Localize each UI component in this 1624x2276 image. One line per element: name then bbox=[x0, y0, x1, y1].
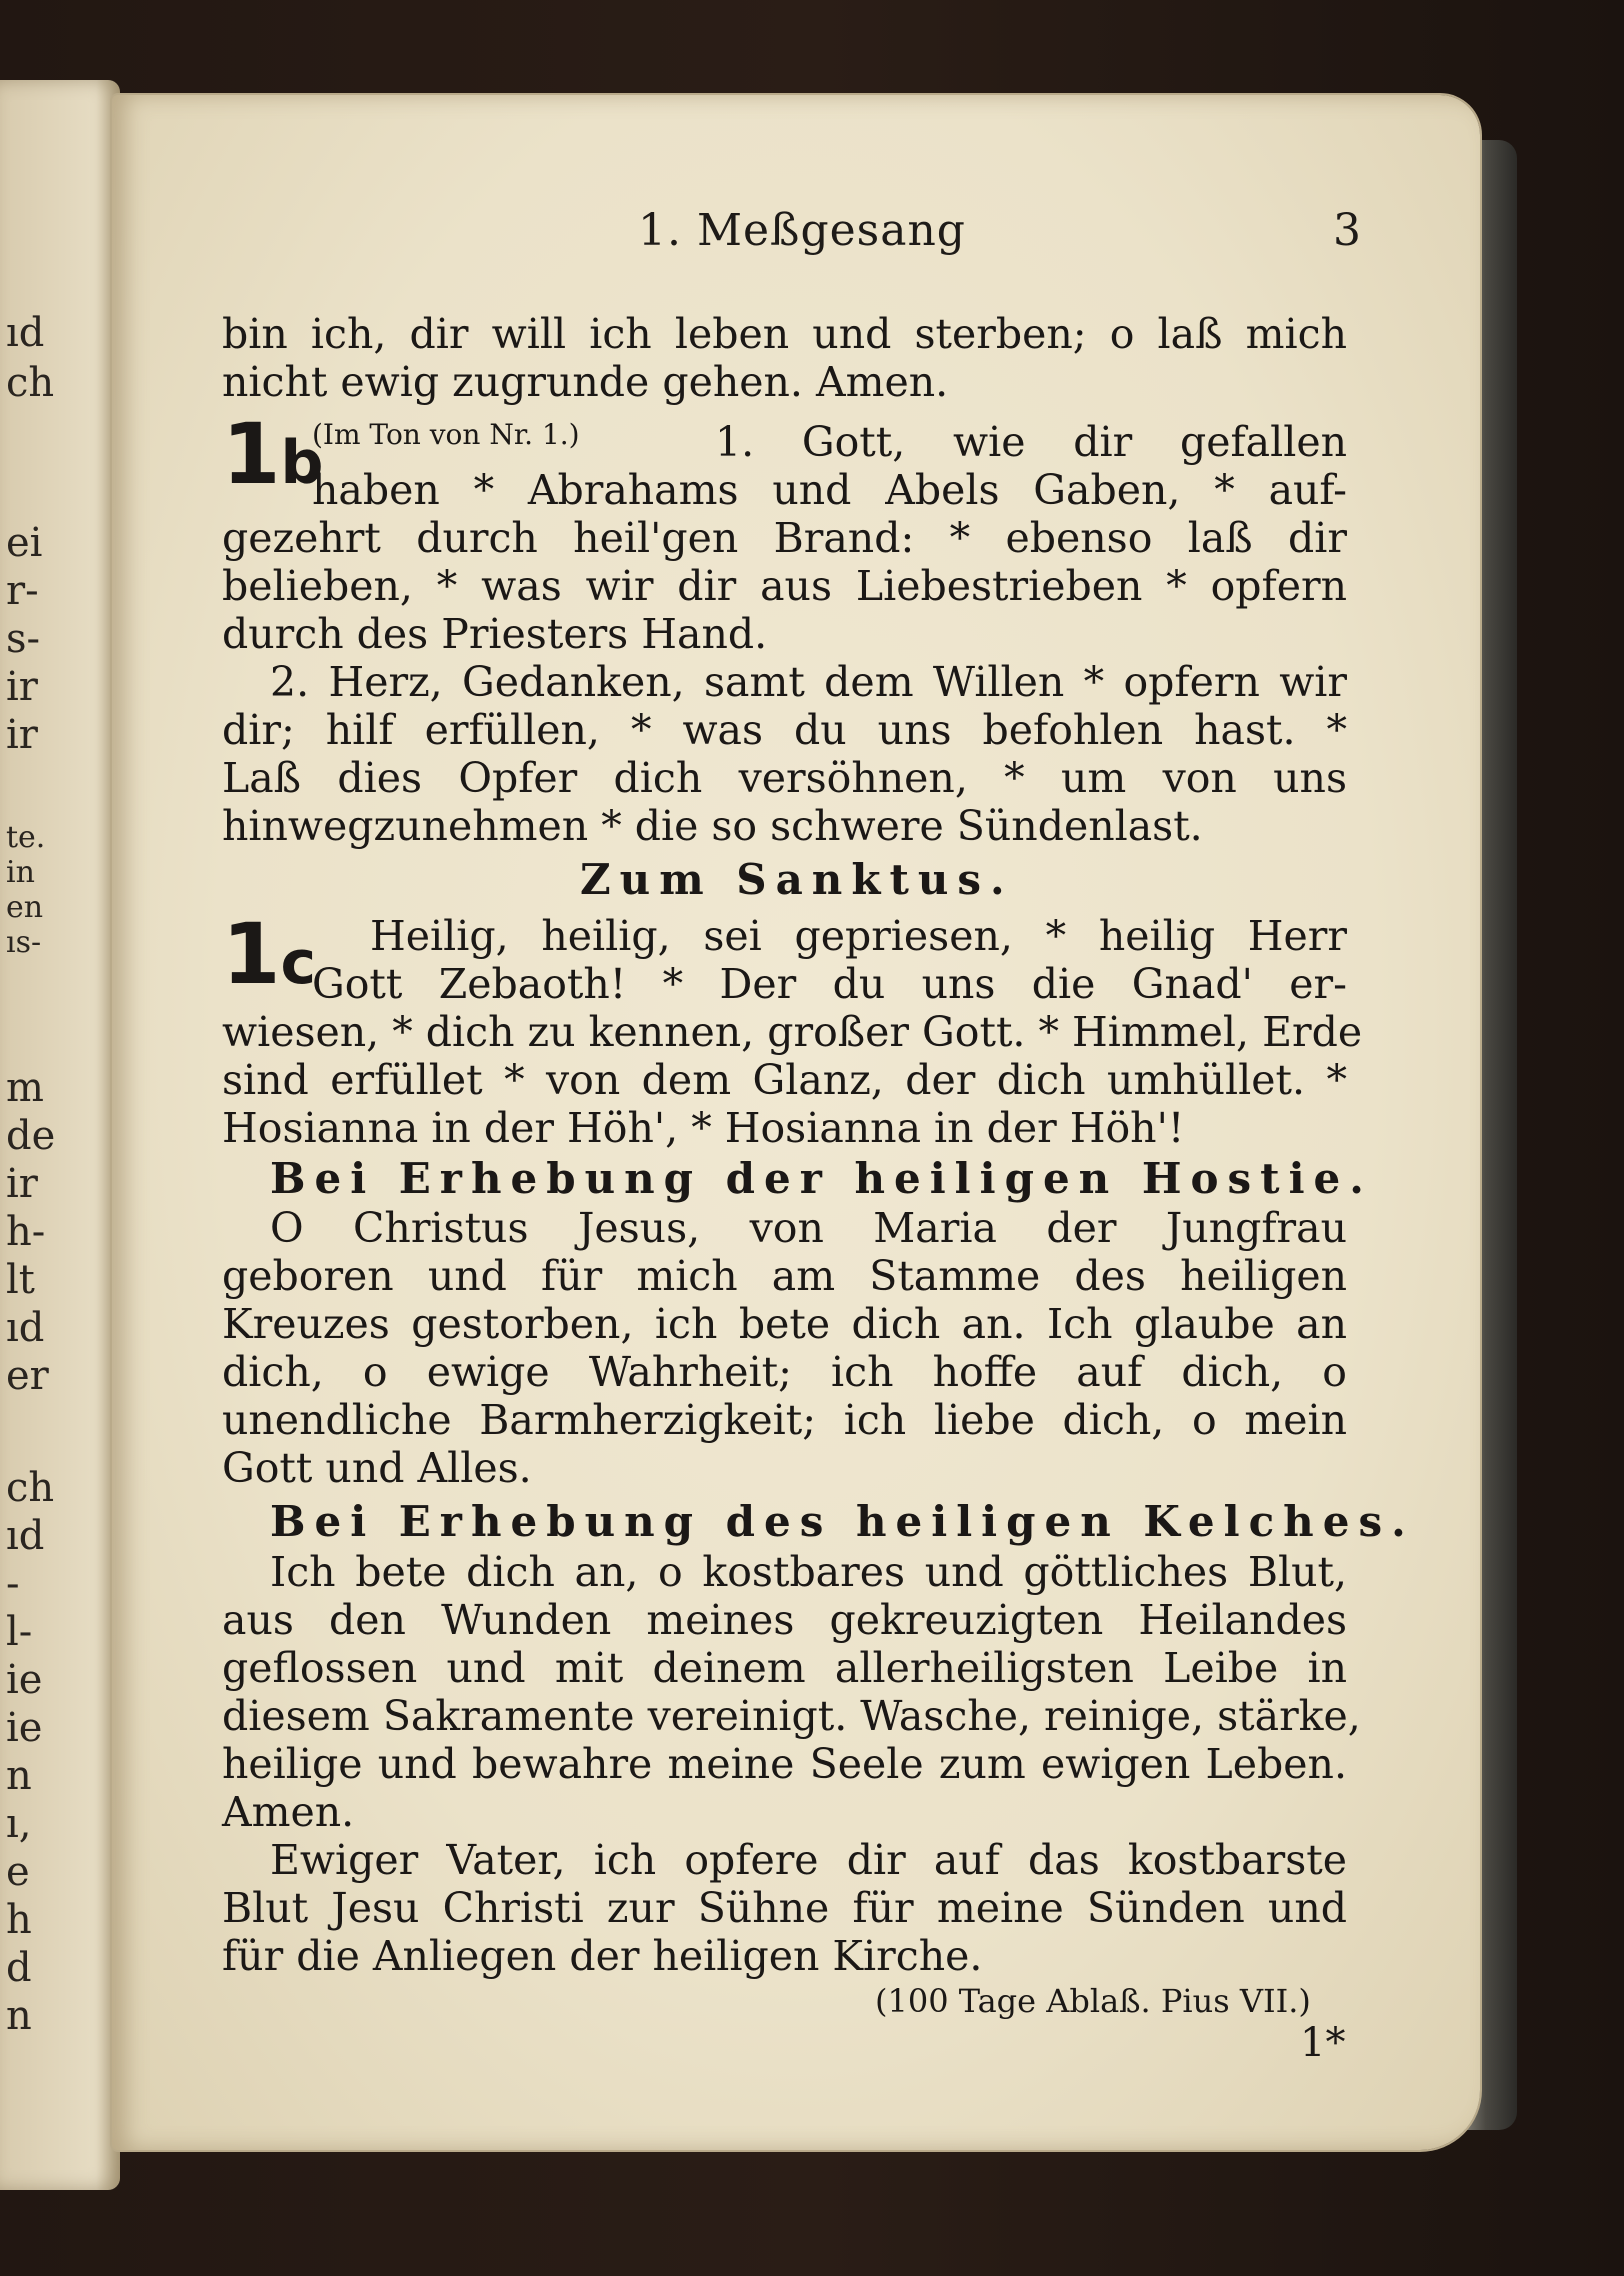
text-line: wiesen, * dich zu kennen, großer Gott. * Himmel, Erde bbox=[222, 1008, 1363, 1056]
prev-page-fragment: d bbox=[6, 1945, 32, 1991]
prev-page-fragment: ch bbox=[6, 1465, 55, 1511]
signature-mark: 1* bbox=[1300, 2020, 1346, 2066]
prev-page-fragment: n bbox=[6, 1753, 32, 1799]
prev-page-fragment: ie bbox=[6, 1657, 43, 1703]
prev-page-fragment: ir bbox=[6, 1161, 38, 1207]
tune-reference: (Im Ton von Nr. 1.) bbox=[312, 418, 580, 451]
text-line: für die Anliegen der heiligen Kirche. bbox=[222, 1932, 983, 1980]
text-line: unendliche Barmherzigkeit; ich liebe dich, o mein bbox=[222, 1396, 1347, 1444]
prev-page-fragment: h bbox=[6, 1897, 32, 1943]
prev-page-fragment: r- bbox=[6, 568, 39, 614]
text-line: nicht ewig zugrunde gehen. Amen. bbox=[222, 358, 949, 406]
text-line: Gott und Alles. bbox=[222, 1444, 532, 1492]
text-line: geboren und für mich am Stamme des heiligen bbox=[222, 1252, 1347, 1300]
text-line: Ewiger Vater, ich opfere dir auf das kostbarste bbox=[270, 1836, 1347, 1884]
hymn-marker-1c: 1c bbox=[222, 905, 317, 1003]
text-line: belieben, * was wir dir aus Liebestrieben * opfern bbox=[222, 562, 1347, 610]
prev-page-fragment: ir bbox=[6, 712, 38, 758]
prev-page-fragment: ıs- bbox=[6, 925, 42, 960]
hymn-marker-1b: 1b bbox=[222, 405, 324, 503]
text-line: dir; hilf erfüllen, * was du uns befohlen hast. * bbox=[222, 706, 1347, 754]
prev-page-fragment: ir bbox=[6, 664, 38, 710]
text-line: Heilig, heilig, sei gepriesen, * heilig Herr bbox=[370, 912, 1347, 960]
text-line: Gott Zebaoth! * Der du uns die Gnad' er- bbox=[312, 960, 1347, 1008]
text-line: bin ich, dir will ich leben und sterben; o laß mich bbox=[222, 310, 1347, 358]
text-line: diesem Sakramente vereinigt. Wasche, reinige, stärke, bbox=[222, 1692, 1361, 1740]
text-line: O Christus Jesus, von Maria der Jungfrau bbox=[270, 1204, 1347, 1252]
prev-page-fragment: in bbox=[6, 855, 35, 890]
previous-page-edge bbox=[0, 80, 120, 2190]
text-line: 1. Gott, wie dir gefallen bbox=[715, 418, 1347, 466]
prev-page-fragment: n bbox=[6, 1993, 32, 2039]
prev-page-fragment: de bbox=[6, 1113, 56, 1159]
prev-page-fragment: ei bbox=[6, 520, 43, 566]
prev-page-fragment: lt bbox=[6, 1257, 35, 1303]
prev-page-fragment: te. bbox=[6, 820, 46, 855]
prev-page-fragment: ch bbox=[6, 360, 55, 406]
text-line: Laß dies Opfer dich versöhnen, * um von uns bbox=[222, 754, 1347, 802]
section-heading-hostie: Bei Erhebung der heiligen Hostie. bbox=[270, 1154, 1373, 1203]
prev-page-fragment: e bbox=[6, 1849, 30, 1895]
text-line: 2. Herz, Gedanken, samt dem Willen * opfern wir bbox=[270, 658, 1347, 706]
prev-page-fragment: ie bbox=[6, 1705, 43, 1751]
prev-page-fragment: en bbox=[6, 890, 44, 925]
text-line: Ich bete dich an, o kostbares und göttliches Blut, bbox=[270, 1548, 1347, 1596]
prev-page-fragment: ıd bbox=[6, 310, 45, 356]
text-line: durch des Priesters Hand. bbox=[222, 610, 768, 658]
prev-page-fragment: ı, bbox=[6, 1801, 32, 1847]
text-line: heilige und bewahre meine Seele zum ewigen Leben. bbox=[222, 1740, 1347, 1788]
page-title: 1. Meßgesang bbox=[638, 205, 966, 256]
page-number: 3 bbox=[1333, 205, 1361, 256]
text-line: sind erfüllet * von dem Glanz, der dich umhüllet. * bbox=[222, 1056, 1347, 1104]
text-line: aus den Wunden meines gekreuzigten Heilandes bbox=[222, 1596, 1347, 1644]
text-line: hinwegzunehmen * die so schwere Sündenlast. bbox=[222, 802, 1203, 850]
prev-page-fragment: ıd bbox=[6, 1513, 45, 1559]
indulgence-note: (100 Tage Ablaß. Pius VII.) bbox=[875, 1982, 1311, 2020]
prev-page-fragment: m bbox=[6, 1065, 44, 1111]
prev-page-fragment: - bbox=[6, 1561, 20, 1607]
prev-page-fragment: ıd bbox=[6, 1305, 45, 1351]
text-line: geflossen und mit deinem allerheiligsten Leibe in bbox=[222, 1644, 1347, 1692]
prev-page-fragment: er bbox=[6, 1353, 49, 1399]
text-line: dich, o ewige Wahrheit; ich hoffe auf dich, o bbox=[222, 1348, 1347, 1396]
text-line: Amen. bbox=[222, 1788, 355, 1836]
prev-page-fragment: h- bbox=[6, 1209, 46, 1255]
section-heading-sanktus: Zum Sanktus. bbox=[580, 855, 1014, 904]
text-line: Kreuzes gestorben, ich bete dich an. Ich glaube an bbox=[222, 1300, 1347, 1348]
text-line: Blut Jesu Christi zur Sühne für meine Sünden und bbox=[222, 1884, 1347, 1932]
prev-page-fragment: l- bbox=[6, 1609, 33, 1655]
text-line: haben * Abrahams und Abels Gaben, * auf- bbox=[312, 466, 1347, 514]
section-heading-kelch: Bei Erhebung des heiligen Kelches. bbox=[270, 1497, 1415, 1546]
text-line: Hosianna in der Höh', * Hosianna in der Höh'! bbox=[222, 1104, 1185, 1152]
text-line: gezehrt durch heil'gen Brand: * ebenso laß dir bbox=[222, 514, 1347, 562]
prev-page-fragment: s- bbox=[6, 616, 41, 662]
